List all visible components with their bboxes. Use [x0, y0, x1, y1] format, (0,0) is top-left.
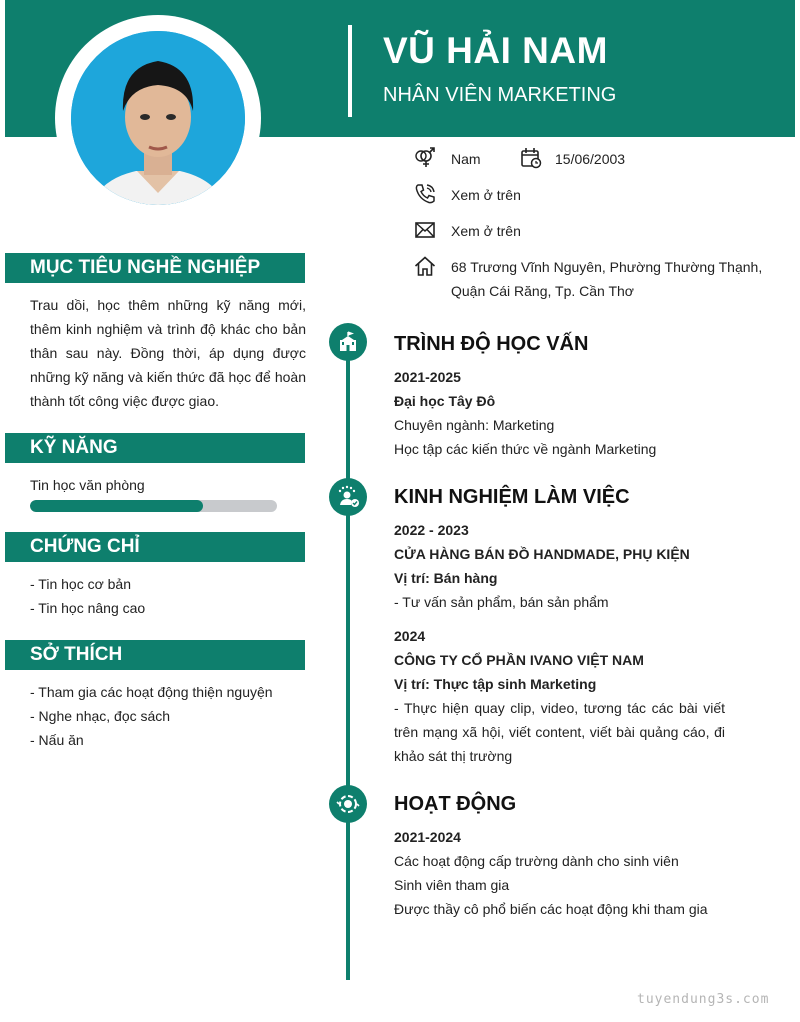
activities-icon [329, 785, 367, 823]
skill-progress-fill [30, 500, 203, 512]
timeline-line [346, 340, 350, 980]
header-divider [348, 25, 352, 117]
gender-value: Nam [451, 151, 481, 167]
education-major: Chuyên ngành: Marketing [394, 417, 555, 433]
job-desc: - Thực hiện quay clip, video, tương tác các bài viết trên mạng xã hội, viết content, viết bài quảng cáo, đi khảo sát thị trường [394, 700, 725, 764]
education-heading: TRÌNH ĐỘ HỌC VẤN [394, 333, 589, 355]
objective-heading-bar [5, 253, 305, 283]
address-line-2: Quận Cái Răng, Tp. Cần Thơ [451, 283, 634, 299]
job-company: CÔNG TY CỔ PHẦN IVANO VIỆT NAM [394, 652, 644, 668]
avatar [71, 31, 245, 205]
activity-item: Sinh viên tham gia [394, 877, 510, 893]
birthdate-value: 15/06/2003 [555, 151, 626, 167]
hobbies-heading: SỞ THÍCH [30, 644, 123, 665]
education-period: 2021-2025 [394, 369, 461, 385]
experience-icon [329, 478, 367, 516]
skills-heading: KỸ NĂNG [30, 437, 118, 458]
phone-icon [414, 183, 436, 205]
skill-progress-track [30, 500, 277, 512]
experience-heading: KINH NGHIỆM LÀM VIỆC [394, 486, 630, 508]
hobby-item: - Tham gia các hoạt động thiện nguyện [30, 684, 273, 700]
objective-heading: MỤC TIÊU NGHỀ NGHIỆP [30, 257, 261, 278]
phone-value: Xem ở trên [451, 187, 521, 203]
gender-icon [414, 147, 436, 169]
job-period: 2024 [394, 628, 426, 644]
hobby-item: - Nghe nhạc, đọc sách [30, 708, 171, 724]
address-line-1: 68 Trương Vĩnh Nguyên, Phường Thường Thạnh, [451, 259, 763, 275]
job-company: CỬA HÀNG BÁN ĐỒ HANDMADE, PHỤ KIỆN [394, 546, 690, 562]
job-position: Vị trí: Thực tập sinh Marketing [394, 676, 597, 692]
objective-text: Trau dồi, học thêm những kỹ năng mới, thêm kinh nghiệm và trình độ khác cho bản thân sau này. Đồng thời, áp dụng được những kỹ năng và kiến thức đã học để hoàn thành tốt công việc được giao. [30, 297, 306, 409]
certificates-heading-bar [5, 532, 305, 562]
job-title: NHÂN VIÊN MARKETING [383, 84, 617, 106]
job-position: Vị trí: Bán hàng [394, 570, 498, 586]
watermark: tuyendung3s.com [637, 992, 770, 1007]
email-icon [414, 219, 436, 241]
certificate-item: - Tin học cơ bản [30, 576, 132, 592]
email-value: Xem ở trên [451, 223, 521, 239]
activity-item: Các hoạt động cấp trường dành cho sinh viên [394, 853, 679, 869]
hobbies-heading-bar [5, 640, 305, 670]
skills-heading-bar [5, 433, 305, 463]
certificate-item: - Tin học nâng cao [30, 600, 146, 616]
candidate-name: VŨ HẢI NAM [383, 30, 608, 71]
education-icon [329, 323, 367, 361]
job-period: 2022 - 2023 [394, 522, 469, 538]
education-school: Đại học Tây Đô [394, 393, 496, 409]
calendar-icon [520, 147, 542, 169]
activity-item: Được thầy cô phổ biến các hoạt động khi tham gia [394, 901, 708, 917]
education-desc: Học tập các kiến thức về ngành Marketing [394, 441, 657, 457]
activities-heading: HOẠT ĐỘNG [394, 793, 517, 815]
activities-period: 2021-2024 [394, 829, 461, 845]
job-desc: - Tư vấn sản phẩm, bán sản phẩm [394, 594, 609, 610]
home-icon [414, 255, 436, 277]
skill-name: Tin học văn phòng [30, 477, 145, 493]
hobby-item: - Nấu ăn [30, 732, 84, 748]
certificates-heading: CHỨNG CHỈ [30, 536, 140, 557]
